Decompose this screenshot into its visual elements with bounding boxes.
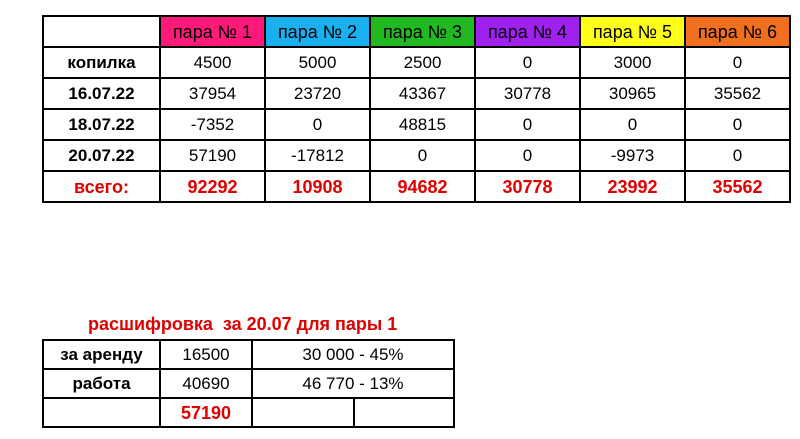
table-cell: 43367	[370, 78, 475, 109]
table-row	[43, 340, 454, 369]
table-cell: 23720	[265, 78, 370, 109]
empty-cell	[252, 398, 354, 427]
empty-cell	[354, 398, 454, 427]
table-cell: 57190	[160, 140, 265, 171]
table-row	[43, 47, 790, 78]
table-row	[43, 109, 790, 140]
pair-6-header: пара № 6	[685, 16, 790, 47]
pair-2-header: пара № 2	[265, 16, 370, 47]
table-cell: 3000	[580, 47, 685, 78]
table-cell: 4500	[160, 47, 265, 78]
total-row	[43, 171, 790, 202]
table-cell: 0	[685, 109, 790, 140]
row-label: 20.07.22	[43, 140, 160, 171]
table-cell: 0	[475, 140, 580, 171]
total-cell: 10908	[265, 171, 370, 202]
header-row	[43, 16, 790, 47]
total-label: всего:	[43, 171, 160, 202]
table-cell: 48815	[370, 109, 475, 140]
note-cell: 30 000 - 45%	[252, 340, 454, 369]
pair-3-header: пара № 3	[370, 16, 475, 47]
total-cell: 23992	[580, 171, 685, 202]
row-label: 18.07.22	[43, 109, 160, 140]
note-cell: 46 770 - 13%	[252, 369, 454, 398]
table-cell: 5000	[265, 47, 370, 78]
total-cell: 35562	[685, 171, 790, 202]
table-cell: 30778	[475, 78, 580, 109]
table-cell: 0	[580, 109, 685, 140]
pair-5-header: пара № 5	[580, 16, 685, 47]
corner-cell	[43, 16, 160, 47]
detail-table	[42, 339, 455, 428]
pair-4-header: пара № 4	[475, 16, 580, 47]
empty-cell	[43, 398, 160, 427]
total-cell: 92292	[160, 171, 265, 202]
detail-total-cell: 57190	[160, 398, 252, 427]
row-label: работа	[43, 369, 160, 398]
total-cell: 30778	[475, 171, 580, 202]
row-label: за аренду	[43, 340, 160, 369]
table-cell: 0	[475, 109, 580, 140]
table-cell: 0	[370, 140, 475, 171]
pair-1-header: пара № 1	[160, 16, 265, 47]
table-cell: -7352	[160, 109, 265, 140]
total-cell: 94682	[370, 171, 475, 202]
table-cell: 0	[685, 140, 790, 171]
table-cell: 35562	[685, 78, 790, 109]
row-label: 16.07.22	[43, 78, 160, 109]
table-cell: 37954	[160, 78, 265, 109]
table-row	[43, 369, 454, 398]
table-cell: 30965	[580, 78, 685, 109]
detail-total-row	[43, 398, 454, 427]
table-row	[43, 140, 790, 171]
table-cell: 0	[685, 47, 790, 78]
table-cell: 0	[265, 109, 370, 140]
table-cell: 0	[475, 47, 580, 78]
table-row	[43, 78, 790, 109]
table-cell: -9973	[580, 140, 685, 171]
amount-cell: 16500	[160, 340, 252, 369]
table-cell: -17812	[265, 140, 370, 171]
row-label: копилка	[43, 47, 160, 78]
table-cell: 2500	[370, 47, 475, 78]
summary-table	[42, 15, 791, 203]
detail-caption: расшифровка за 20.07 для пары 1	[88, 314, 398, 334]
amount-cell: 40690	[160, 369, 252, 398]
